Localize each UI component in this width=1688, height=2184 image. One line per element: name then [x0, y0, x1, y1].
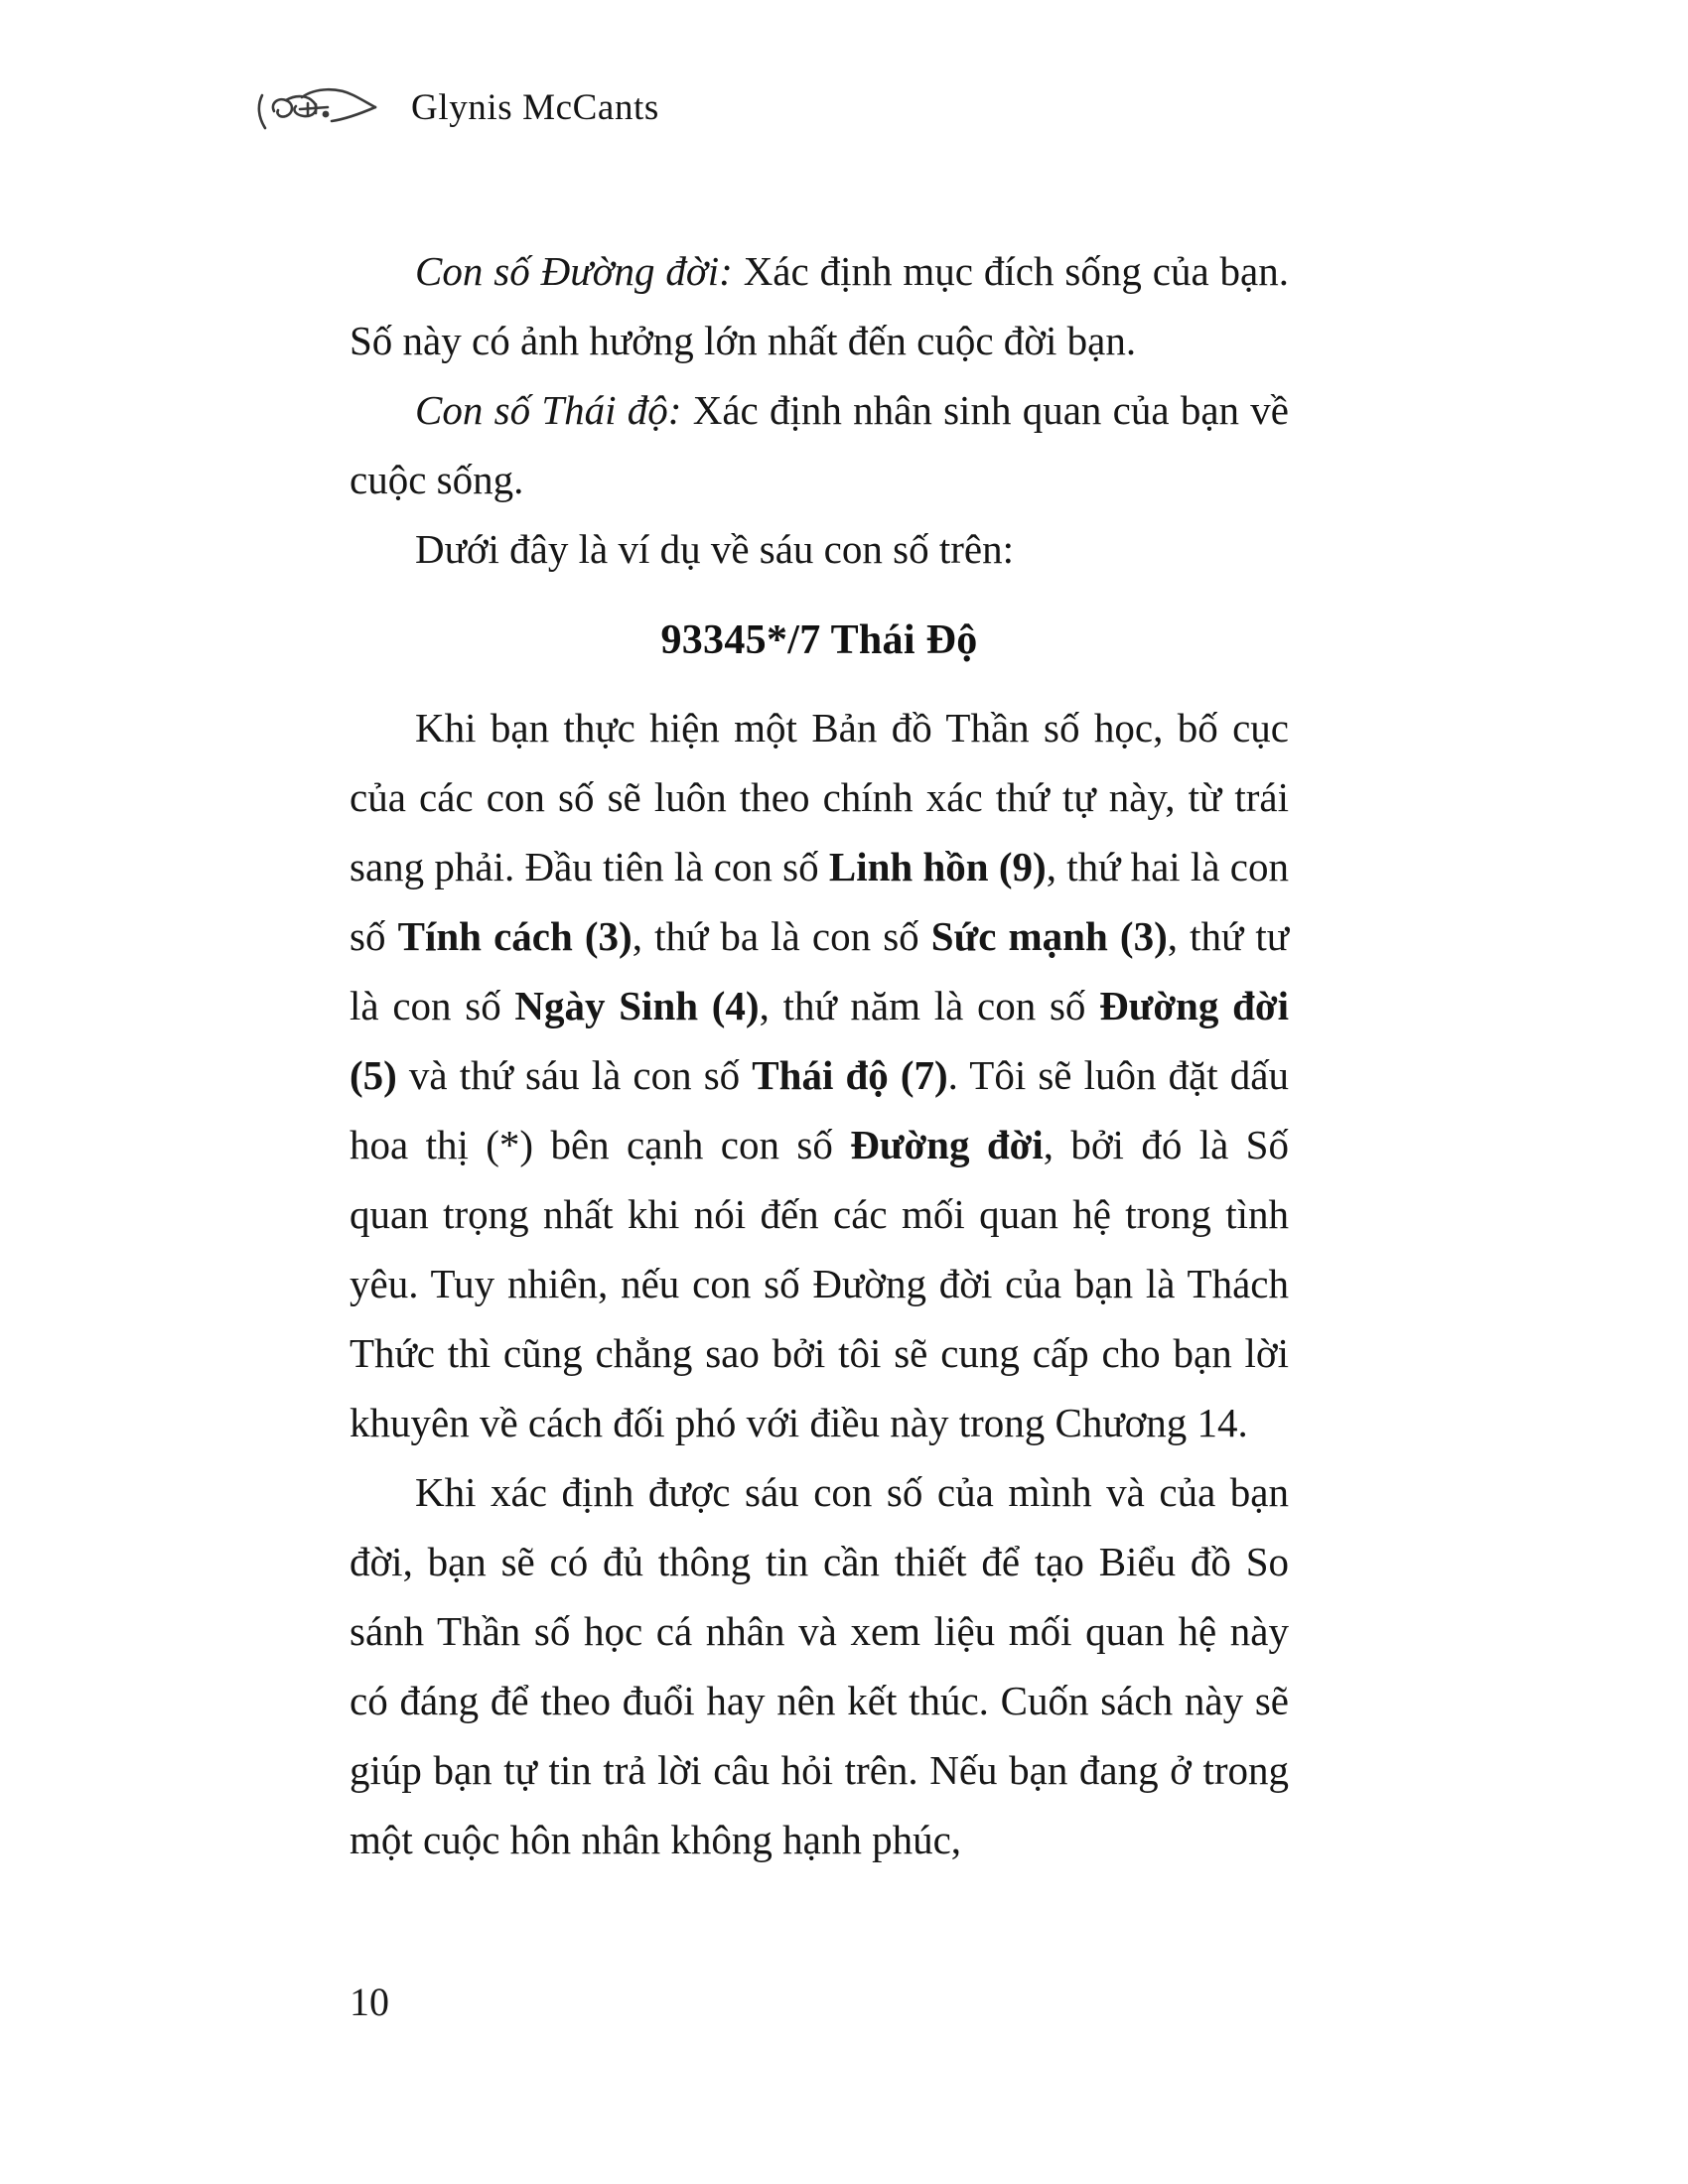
text-run: . Tôi sẽ luôn đặt dấu hoa thị (*) bên cạnh con số: [350, 1052, 1289, 1167]
bold-term: Tính cách (3): [397, 913, 633, 959]
paragraph-vi-du: [350, 514, 1289, 584]
bold-term: Linh hồn (9): [828, 844, 1047, 889]
lead-in-thai-do: Con số Thái độ:: [415, 387, 682, 433]
paragraph-thai-do: [350, 375, 1289, 514]
bold-term: Thái độ (7): [752, 1052, 948, 1098]
paragraph-duong-doi-text: Xác định mục đích sống của bạn. Số này có ảnh hưởng lớn nhất đến cuộc đời bạn.: [350, 248, 1289, 363]
text-run: Khi bạn thực hiện một Bản đồ Thần số học, bố cục của các con số sẽ luôn theo chính xác thứ tự này, từ trái sang phải. Đầu tiên là con số: [350, 705, 1289, 889]
paragraph-vi-du-text: Dưới đây là ví dụ về sáu con số trên:: [415, 526, 1014, 572]
bold-term: Đường đời: [850, 1122, 1044, 1167]
page-number: 10: [350, 1979, 389, 2024]
bold-term: Đường đời (5): [350, 983, 1289, 1098]
paragraph-ban-do: [350, 693, 1289, 1457]
text-run: , thứ tư là con số: [350, 913, 1289, 1028]
text-run: , thứ năm là con số: [759, 983, 1100, 1028]
paragraph-ket-luan-text: Khi xác định được sáu con số của mình và của bạn đời, bạn sẽ có đủ thông tin cần thiết để tạo Biểu đồ So sánh Thần số học cá nhân và xem liệu mối quan hệ này có đáng để theo đuổi hay nên kết thúc. Cuốn sách này sẽ giúp bạn tự tin trả lời câu hỏi trên. Nếu bạn đang ở trong một cuộc hôn nhân không hạnh phúc,: [350, 1469, 1289, 1862]
running-header: [256, 77, 659, 137]
fish-flourish-ornament-icon: [256, 81, 383, 133]
text-column: [350, 236, 1289, 1874]
paragraph-ban-do-segments: [350, 705, 1289, 1445]
header-author-name: Glynis McCants: [411, 86, 659, 128]
bold-term: Sức mạnh (3): [930, 913, 1168, 959]
paragraph-thai-do-text: Xác định nhân sinh quan của bạn về cuộc sống.: [350, 387, 1289, 502]
bold-term: Ngày Sinh (4): [514, 983, 760, 1028]
paragraph-duong-doi: [350, 236, 1289, 375]
text-run: và thứ sáu là con số: [396, 1052, 753, 1098]
paragraph-ket-luan: [350, 1457, 1289, 1874]
numerology-chart-heading: 93345*/7 Thái Độ: [660, 617, 978, 663]
lead-in-duong-doi: Con số Đường đời:: [415, 248, 733, 294]
text-run: , thứ ba là con số: [632, 913, 931, 959]
text-run: , thứ hai là con số: [350, 844, 1289, 959]
text-run: , bởi đó là Số quan trọng nhất khi nói đến các mối quan hệ trong tình yêu. Tuy nhiên, nếu con số Đường đời của bạn là Thách Thức thì cũng chẳng sao bởi tôi sẽ cung cấp cho bạn lời khuyên về cách đối phó với điều này trong Chương 14.: [350, 1122, 1289, 1445]
